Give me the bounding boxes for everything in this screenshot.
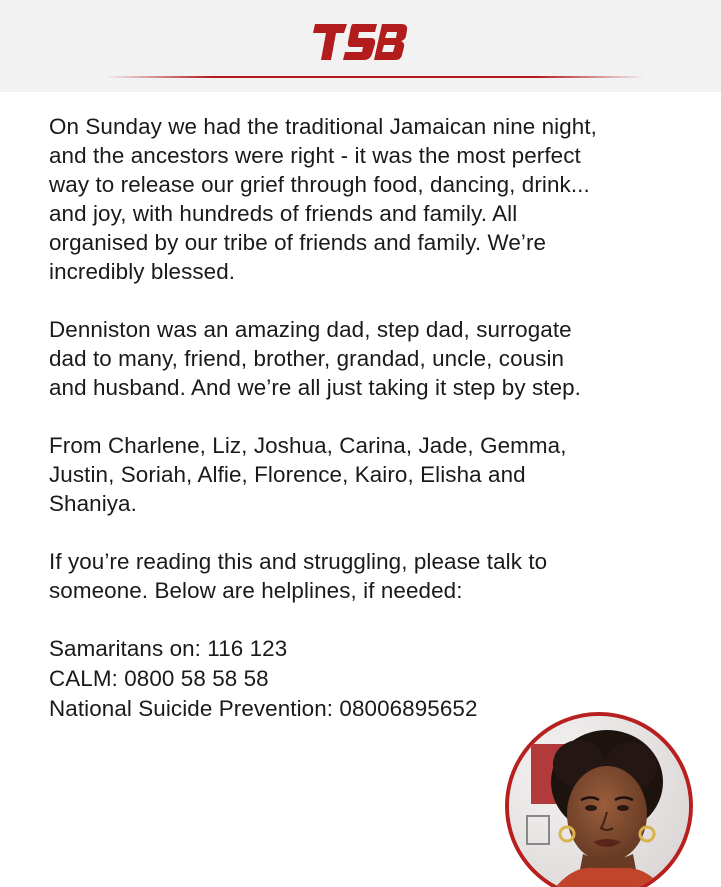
woman-portrait-photo <box>509 716 689 887</box>
helpline-samaritans: Samaritans on: 116 123 <box>49 636 288 661</box>
header-divider-line <box>105 76 645 78</box>
top-header-bar <box>0 0 721 92</box>
paragraph-family-names: From Charlene, Liz, Joshua, Carina, Jade, Gemma, Justin, Soriah, Alfie, Florence, Kairo, Elisha and Shaniya. <box>49 433 567 516</box>
paragraph-nine-night: On Sunday we had the traditional Jamaican nine night, and the ancestors were right - it was the most perfect way to release our grief through food, dancing, drink... and joy, with hundreds of friends and family. All organised by our tribe of friends and family. We’re incredibly blessed. <box>49 114 597 284</box>
helpline-suicide-prevention: National Suicide Prevention: 08006895652 <box>49 696 478 721</box>
helpline-list <box>49 634 699 724</box>
paragraph-denniston: Denniston was an amazing dad, step dad, surrogate dad to many, friend, brother, grandad, uncle, cousin and husband. And we’re all just taking it step by step. <box>49 317 582 400</box>
paragraph-helpline-intro: If you’re reading this and struggling, please talk to someone. Below are helplines, if needed: <box>49 549 548 603</box>
statement-body <box>49 112 699 724</box>
helpline-calm: CALM: 0800 58 58 58 <box>49 666 269 691</box>
avatar <box>505 712 693 887</box>
tsb-logo <box>313 16 409 66</box>
